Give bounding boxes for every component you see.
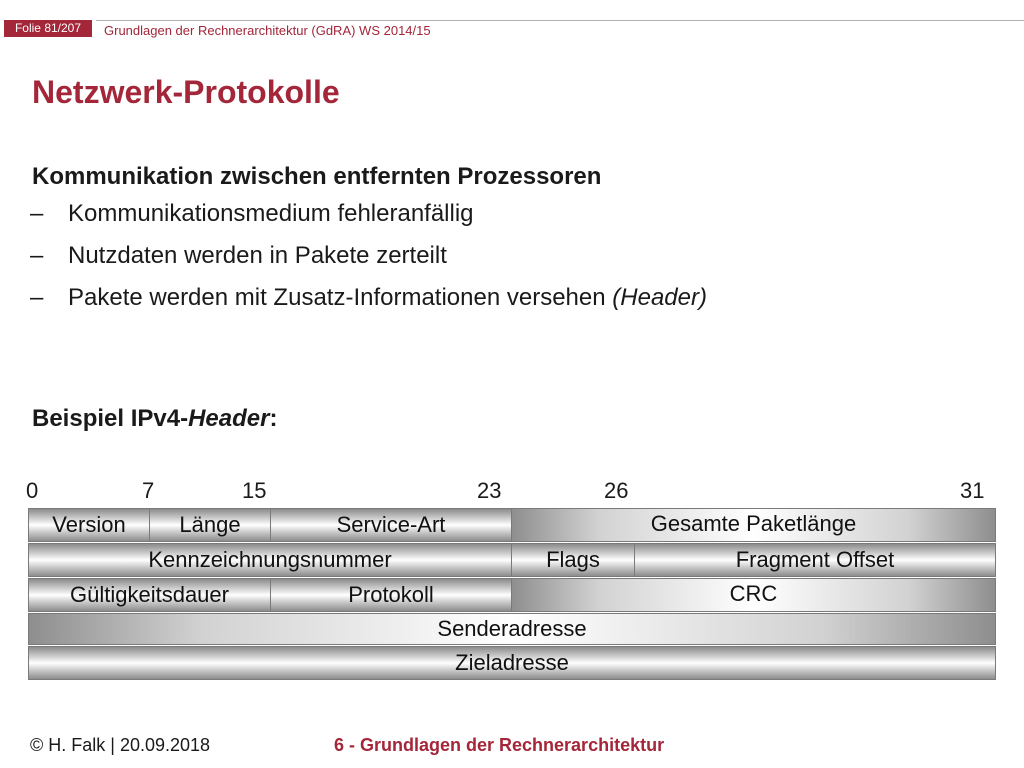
course-title: Grundlagen der Rechnerarchitektur (GdRA) WS 2014/15 <box>104 23 431 38</box>
bit-position-label: 26 <box>604 478 629 503</box>
bit-position-label: 31 <box>960 478 985 503</box>
field-flags: Flags <box>511 543 635 577</box>
bullet-item-2: – Nutzdaten werden in Pakete zerteilt <box>30 242 447 269</box>
bit-position-label: 15 <box>242 478 267 503</box>
field-crc: CRC <box>511 578 996 612</box>
field-fragment-offset: Fragment Offset <box>634 543 996 577</box>
slide-number-badge: Folie 81/207 <box>4 20 92 37</box>
bullet-italic-text: (Header) <box>612 284 707 311</box>
bit-position-label: 23 <box>477 478 502 503</box>
header-rule <box>96 20 1024 21</box>
footer-chapter: 6 - Grundlagen der Rechnerarchitektur <box>334 735 665 755</box>
field-service-type: Service-Art <box>270 508 512 542</box>
field-time-to-live: Gültigkeitsdauer <box>28 578 271 612</box>
footer-author: © H. Falk | 20.09.2018 <box>30 735 211 755</box>
bit-position-label: 0 <box>26 478 39 503</box>
field-length: Länge <box>149 508 271 542</box>
bit-position-label: 7 <box>142 478 155 503</box>
field-sender-address: Senderadresse <box>28 613 996 645</box>
field-version: Version <box>28 508 150 542</box>
field-protocol: Protokoll <box>270 578 512 612</box>
bullet-text: Pakete werden mit Zusatz-Informationen versehen <box>68 284 606 311</box>
field-identification: Kennzeichnungsnummer <box>28 543 512 577</box>
bullet-item-3: – Pakete werden mit Zusatz-Informationen versehen (Header) <box>30 284 707 311</box>
bullet-text: Nutzdaten werden in Pakete zerteilt <box>68 242 447 269</box>
subheading: Kommunikation zwischen entfernten Prozessoren <box>32 163 602 190</box>
bullet-item-1: – Kommunikationsmedium fehleranfällig <box>30 200 474 227</box>
field-destination-address: Zieladresse <box>28 646 996 680</box>
field-total-length: Gesamte Paketlänge <box>511 508 996 542</box>
bullet-text: Kommunikationsmedium fehleranfällig <box>68 200 474 227</box>
slide-title: Netzwerk-Protokolle <box>32 74 340 110</box>
example-heading: Beispiel IPv4-Header: <box>32 405 278 432</box>
